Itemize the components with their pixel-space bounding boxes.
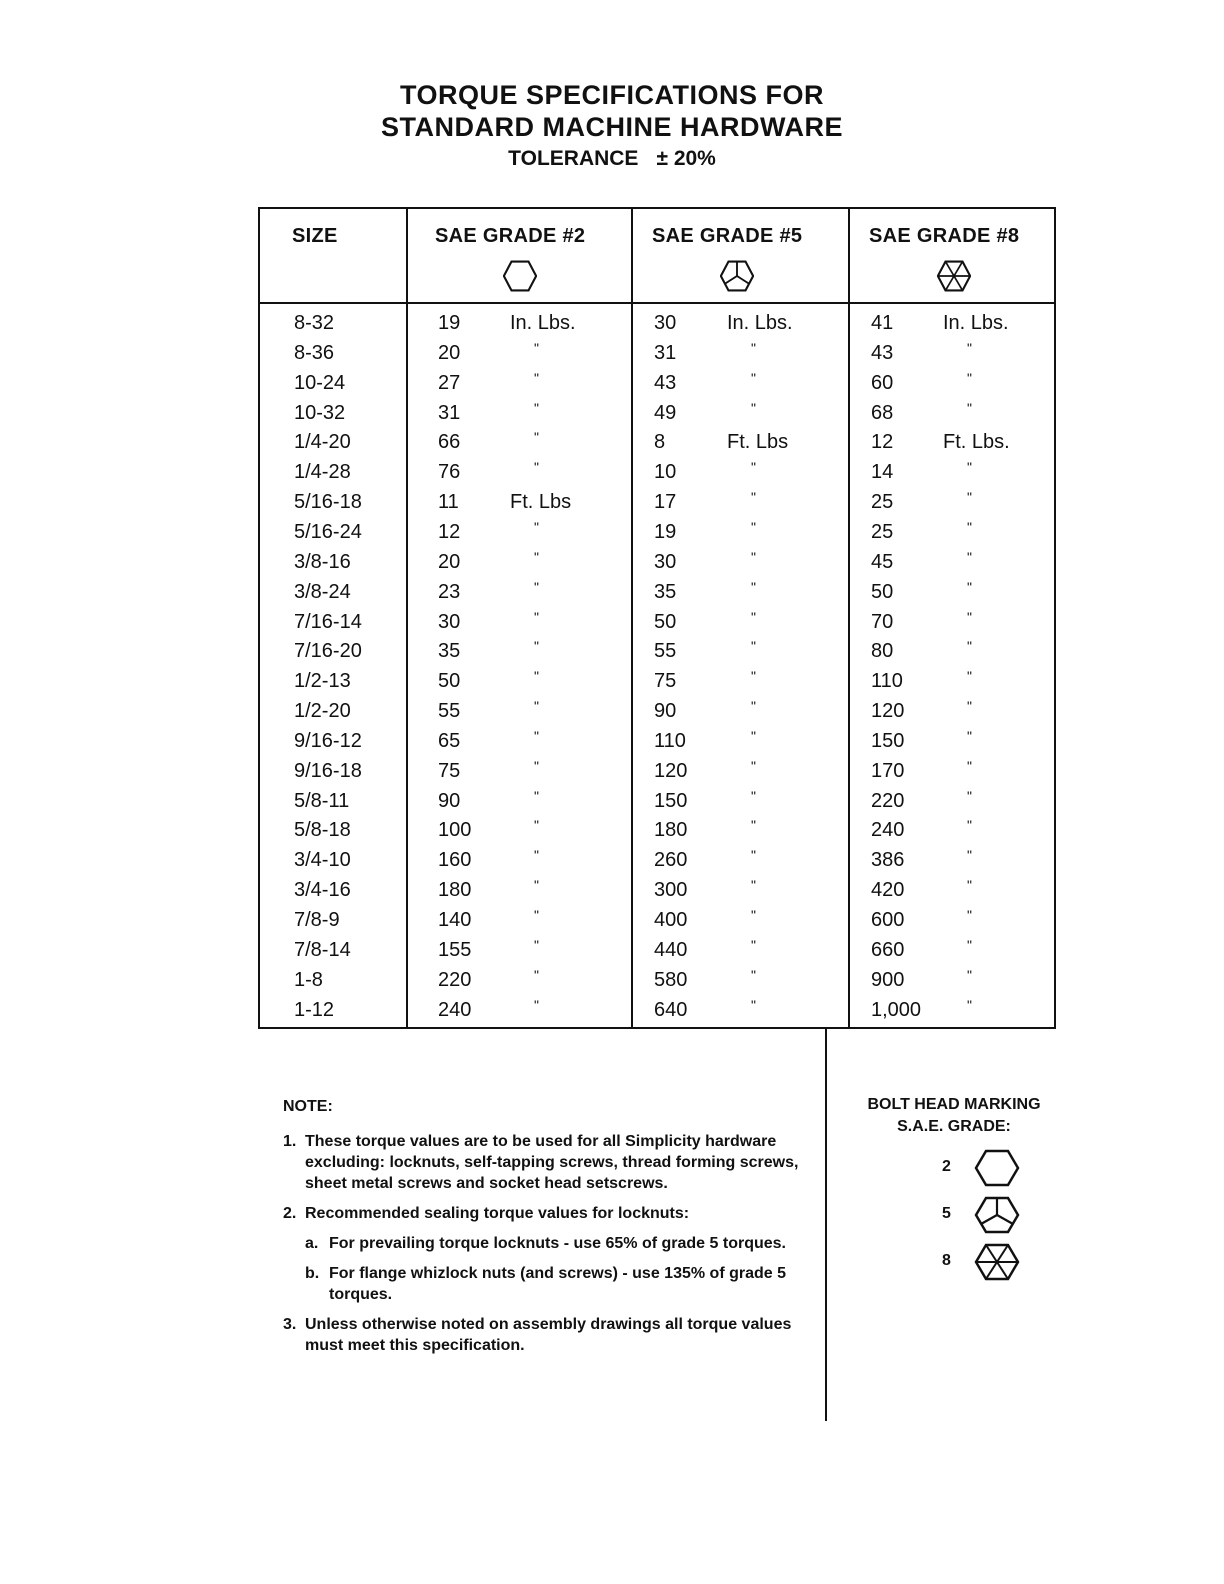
cell-grade8-value: 60 [871,371,894,394]
table-row [260,461,1054,491]
cell-grade5-value: 180 [654,819,688,842]
cell-grade8-value: 386 [871,849,905,872]
cell-grade5-value: 50 [654,610,677,633]
cell-grade2-unit: " [534,757,539,774]
cell-grade8-unit: " [967,907,972,923]
cell-grade8-value: 70 [871,610,894,633]
cell-grade2-value: 20 [438,341,461,364]
cell-grade5-unit: " [751,787,756,804]
cell-grade8-value: 25 [871,491,894,514]
cell-grade2-unit: " [534,847,539,864]
legend-row-grade8 [942,1242,1042,1282]
notes-divider [825,1029,827,1421]
torque-table [258,207,1056,1029]
cell-grade5-unit: " [751,459,756,476]
cell-size: 5/8-11 [294,789,350,812]
cell-grade8-value: 220 [871,789,905,812]
cell-grade5-value: 55 [654,640,677,663]
cell-size: 8-36 [294,341,335,364]
note-number: b. [305,1265,320,1282]
cell-size: 5/16-18 [294,491,362,514]
cell-grade8-unit: " [967,727,972,744]
note-2a [283,1233,803,1254]
cell-grade8-value: 240 [871,819,905,842]
cell-size: 9/16-18 [294,759,362,782]
cell-grade8-unit: " [967,518,972,535]
cell-grade8-value: 12 [871,431,894,454]
note-text: Unless otherwise noted on assembly drawings all torque values must meet this specification. [305,1316,792,1354]
cell-grade8-value: 43 [871,341,894,364]
cell-grade8-value: 14 [871,461,894,484]
cell-grade2-unit: " [534,399,539,416]
grade5-hex-icon [974,1195,1020,1235]
notes-section [283,1096,803,1365]
cell-grade5-unit: " [751,817,756,834]
cell-grade2-value: 66 [438,431,461,454]
cell-grade2-unit: " [534,548,539,565]
cell-grade8-unit: " [967,638,972,655]
cell-size: 1/2-20 [294,700,351,723]
bolt-head-legend [842,1096,1072,1269]
cell-grade2-value: 27 [438,371,461,394]
cell-grade2-value: 160 [438,849,472,872]
cell-grade5-value: 90 [654,700,677,723]
grade5-hex-icon [720,259,754,293]
table-row [260,431,1054,461]
cell-grade8-unit: " [967,698,972,715]
cell-grade8-value: 660 [871,938,905,961]
cell-grade8-unit: " [967,339,972,356]
cell-grade8-value: 50 [871,580,894,603]
cell-grade8-unit: " [967,399,972,416]
note-number: 1. [283,1133,297,1150]
cell-grade5-value: 440 [654,938,688,961]
note-number: 3. [283,1316,297,1333]
cell-grade2-value: 155 [438,938,472,961]
cell-grade5-value: 19 [654,520,677,543]
note-2 [283,1203,803,1224]
cell-grade5-value: 400 [654,909,688,931]
cell-size: 3/8-24 [294,580,351,603]
cell-grade5-unit: " [751,698,756,715]
cell-grade8-unit: " [967,668,972,685]
table-row [260,849,1054,879]
grade8-hex-icon [937,259,971,293]
cell-grade8-unit: " [967,608,972,625]
cell-grade2-value: 23 [438,580,461,603]
table-row [260,757,1054,790]
cell-grade2-value: 19 [438,312,461,334]
cell-size: 7/16-20 [294,640,362,663]
cell-grade2-unit: " [534,339,539,356]
cell-grade8-value: 900 [871,968,905,991]
cell-grade8-value: 68 [871,401,894,424]
cell-grade2-unit: " [534,966,539,983]
legend-row-grade5 [942,1195,1042,1235]
cell-grade2-value: 20 [438,550,461,573]
cell-size: 1-8 [294,968,323,991]
cell-grade8-value: 600 [871,909,905,931]
cell-grade2-unit: " [534,429,539,446]
cell-grade5-unit: " [751,936,756,953]
grade8-hex-icon [974,1242,1020,1282]
cell-grade5-unit: " [751,668,756,685]
cell-grade8-value: 1,000 [871,998,922,1021]
cell-grade8-unit: " [967,966,972,983]
legend-subtitle: S.A.E. GRADE: [897,1118,1011,1135]
cell-grade2-unit: " [534,638,539,655]
table-row [260,339,1054,372]
legend-row-grade2 [942,1148,1042,1188]
cell-grade2-value: 240 [438,998,472,1021]
cell-grade5-unit: " [751,907,756,923]
grade2-hex-icon [974,1148,1020,1188]
table-row [260,640,1054,670]
cell-grade2-value: 180 [438,879,472,902]
cell-grade8-unit: " [967,369,972,386]
cell-grade8-value: 150 [871,729,905,752]
cell-grade2-unit: " [534,608,539,625]
cell-grade5-unit: " [751,608,756,625]
cell-size: 5/8-18 [294,819,351,842]
cell-size: 1/4-20 [294,431,351,454]
cell-grade5-value: 8 [654,431,666,454]
cell-grade5-unit: " [751,578,756,595]
table-row [260,909,1054,939]
tolerance-value: ± 20% [656,147,716,170]
legend-title: BOLT HEAD MARKING [867,1096,1041,1113]
cell-grade5-value: 43 [654,371,677,394]
header-grade5: SAE GRADE #5 [652,225,803,247]
cell-grade2-unit: " [534,369,539,386]
notes-heading: NOTE: [283,1098,333,1115]
legend-grade-label: 2 [942,1158,951,1175]
cell-grade2-unit: " [534,668,539,685]
cell-grade5-value: 10 [654,461,677,484]
cell-size: 3/8-16 [294,550,351,573]
cell-grade5-value: 49 [654,401,677,424]
cell-grade5-value: 35 [654,580,677,603]
cell-size: 5/16-24 [294,520,362,543]
cell-grade5-value: 580 [654,968,688,991]
note-text: For flange whizlock nuts (and screws) - use 135% of grade 5 torques. [329,1265,786,1303]
cell-size: 3/4-10 [294,849,351,872]
table-row [260,670,1054,700]
cell-grade2-value: 30 [438,610,461,633]
cell-size: 7/16-14 [294,610,362,633]
cell-grade2-value: 140 [438,909,472,931]
cell-grade5-value: 110 [654,729,686,752]
cell-grade2-value: 65 [438,729,461,752]
cell-grade2-value: 76 [438,461,461,484]
cell-grade5-value: 75 [654,670,677,693]
note-3 [283,1314,803,1356]
cell-size: 7/8-9 [294,909,340,931]
cell-grade5-value: 260 [654,849,688,872]
tolerance-label: TOLERANCE [508,147,639,170]
cell-grade5-value: 150 [654,789,688,812]
cell-grade8-value: 120 [871,700,905,723]
cell-grade5-value: 30 [654,550,677,573]
cell-grade8-unit: " [967,817,972,834]
cell-grade5-value: 31 [654,341,677,364]
table-row [260,399,1054,432]
table-row [260,700,1054,730]
page-title-line2: STANDARD MACHINE HARDWARE [381,112,843,142]
table-row [260,369,1054,402]
table-row [260,491,1054,521]
cell-grade8-value: 45 [871,550,894,573]
cell-grade5-unit: " [751,966,756,983]
header-grade8: SAE GRADE #8 [869,225,1020,247]
cell-grade5-value: 640 [654,998,688,1021]
header-size: SIZE [292,225,338,247]
table-row [260,879,1054,909]
cell-grade5-unit: " [751,638,756,655]
cell-grade2-unit: " [534,877,539,894]
cell-grade2-value: 220 [438,968,472,991]
table-row [260,936,1054,969]
cell-size: 1/4-28 [294,461,351,484]
cell-size: 3/4-16 [294,879,351,902]
cell-grade5-unit: In. Lbs. [727,312,793,334]
cell-grade2-unit: " [534,907,539,923]
cell-grade5-unit: " [751,399,756,416]
cell-grade2-unit: Ft. Lbs [510,491,572,514]
cell-grade8-unit: " [967,548,972,565]
cell-grade5-value: 300 [654,879,688,902]
note-number: 2. [283,1205,297,1222]
cell-grade5-unit: " [751,996,756,1013]
table-row [260,727,1054,760]
tolerance [0,147,1224,171]
cell-grade5-unit: " [751,369,756,386]
cell-grade8-unit: " [967,877,972,894]
header-grade2: SAE GRADE #2 [435,225,586,247]
cell-grade8-value: 170 [871,759,905,782]
cell-grade8-unit: " [967,847,972,864]
note-2b [283,1263,803,1305]
cell-grade2-value: 12 [438,520,461,543]
table-row [260,518,1054,551]
table-row [260,996,1054,1029]
cell-grade2-unit: " [534,727,539,744]
note-1 [283,1131,803,1194]
cell-grade5-unit: " [751,518,756,535]
cell-grade8-unit: " [967,757,972,774]
cell-grade5-unit: " [751,727,756,744]
cell-grade2-value: 31 [438,401,461,424]
cell-size: 7/8-14 [294,938,351,961]
cell-grade2-value: 75 [438,759,461,782]
cell-grade2-value: 11 [438,491,459,514]
note-number: a. [305,1235,319,1252]
cell-grade8-value: 80 [871,640,894,663]
cell-size: 1-12 [294,998,335,1021]
cell-size: 1/2-13 [294,670,351,693]
cell-grade2-value: 35 [438,640,461,663]
table-row [260,608,1054,641]
cell-grade2-unit: " [534,459,539,476]
cell-grade2-value: 55 [438,700,461,723]
cell-grade2-unit: " [534,936,539,953]
cell-grade8-value: 25 [871,520,894,543]
table-row [260,966,1054,999]
cell-grade8-unit: " [967,489,972,506]
cell-grade8-unit: " [967,996,972,1013]
cell-grade5-unit: " [751,548,756,565]
cell-size: 9/16-12 [294,729,362,752]
cell-grade8-unit: " [967,459,972,476]
cell-grade2-value: 50 [438,670,461,693]
cell-grade5-value: 30 [654,312,677,334]
cell-grade2-value: 100 [438,819,472,842]
note-text: For prevailing torque locknuts - use 65% of grade 5 torques. [329,1235,786,1252]
header-divider [260,302,1054,304]
cell-grade5-unit: " [751,847,756,864]
cell-size: 10-32 [294,401,346,424]
cell-size: 8-32 [294,312,335,334]
cell-grade8-value: 41 [871,312,894,334]
cell-grade5-unit: " [751,339,756,356]
cell-grade5-unit: Ft. Lbs [727,431,789,454]
cell-grade8-value: 420 [871,879,905,902]
cell-grade2-unit: In. Lbs. [510,312,576,334]
cell-grade2-unit: " [534,817,539,834]
table-row [260,819,1054,849]
cell-grade5-value: 17 [654,491,677,514]
grade2-hex-icon [503,259,537,293]
table-row [260,578,1054,611]
page-title-line1: TORQUE SPECIFICATIONS FOR [399,80,825,110]
table-row [260,312,1054,342]
legend-grade-label: 5 [942,1205,951,1222]
cell-grade2-unit: " [534,996,539,1013]
cell-grade8-unit: " [967,787,972,804]
table-row [260,787,1054,820]
cell-grade8-unit: Ft. Lbs. [943,431,1010,454]
table-row [260,548,1054,581]
note-text: Recommended sealing torque values for locknuts: [305,1205,690,1222]
cell-grade5-value: 120 [654,759,688,782]
cell-grade5-unit: " [751,877,756,894]
cell-grade8-value: 110 [871,670,903,693]
cell-grade2-unit: " [534,698,539,715]
cell-size: 10-24 [294,371,346,394]
cell-grade8-unit: In. Lbs. [943,312,1009,334]
cell-grade8-unit: " [967,936,972,953]
cell-grade8-unit: " [967,578,972,595]
cell-grade2-value: 90 [438,789,461,812]
cell-grade2-unit: " [534,578,539,595]
note-text: These torque values are to be used for all Simplicity hardware excluding: locknuts, self-tapping screws, thread forming screws, sheet metal screws and socket head setscrews. [305,1133,799,1192]
cell-grade2-unit: " [534,787,539,804]
cell-grade5-unit: " [751,489,756,506]
cell-grade2-unit: " [534,518,539,535]
legend-grade-label: 8 [942,1252,951,1269]
cell-grade5-unit: " [751,757,756,774]
